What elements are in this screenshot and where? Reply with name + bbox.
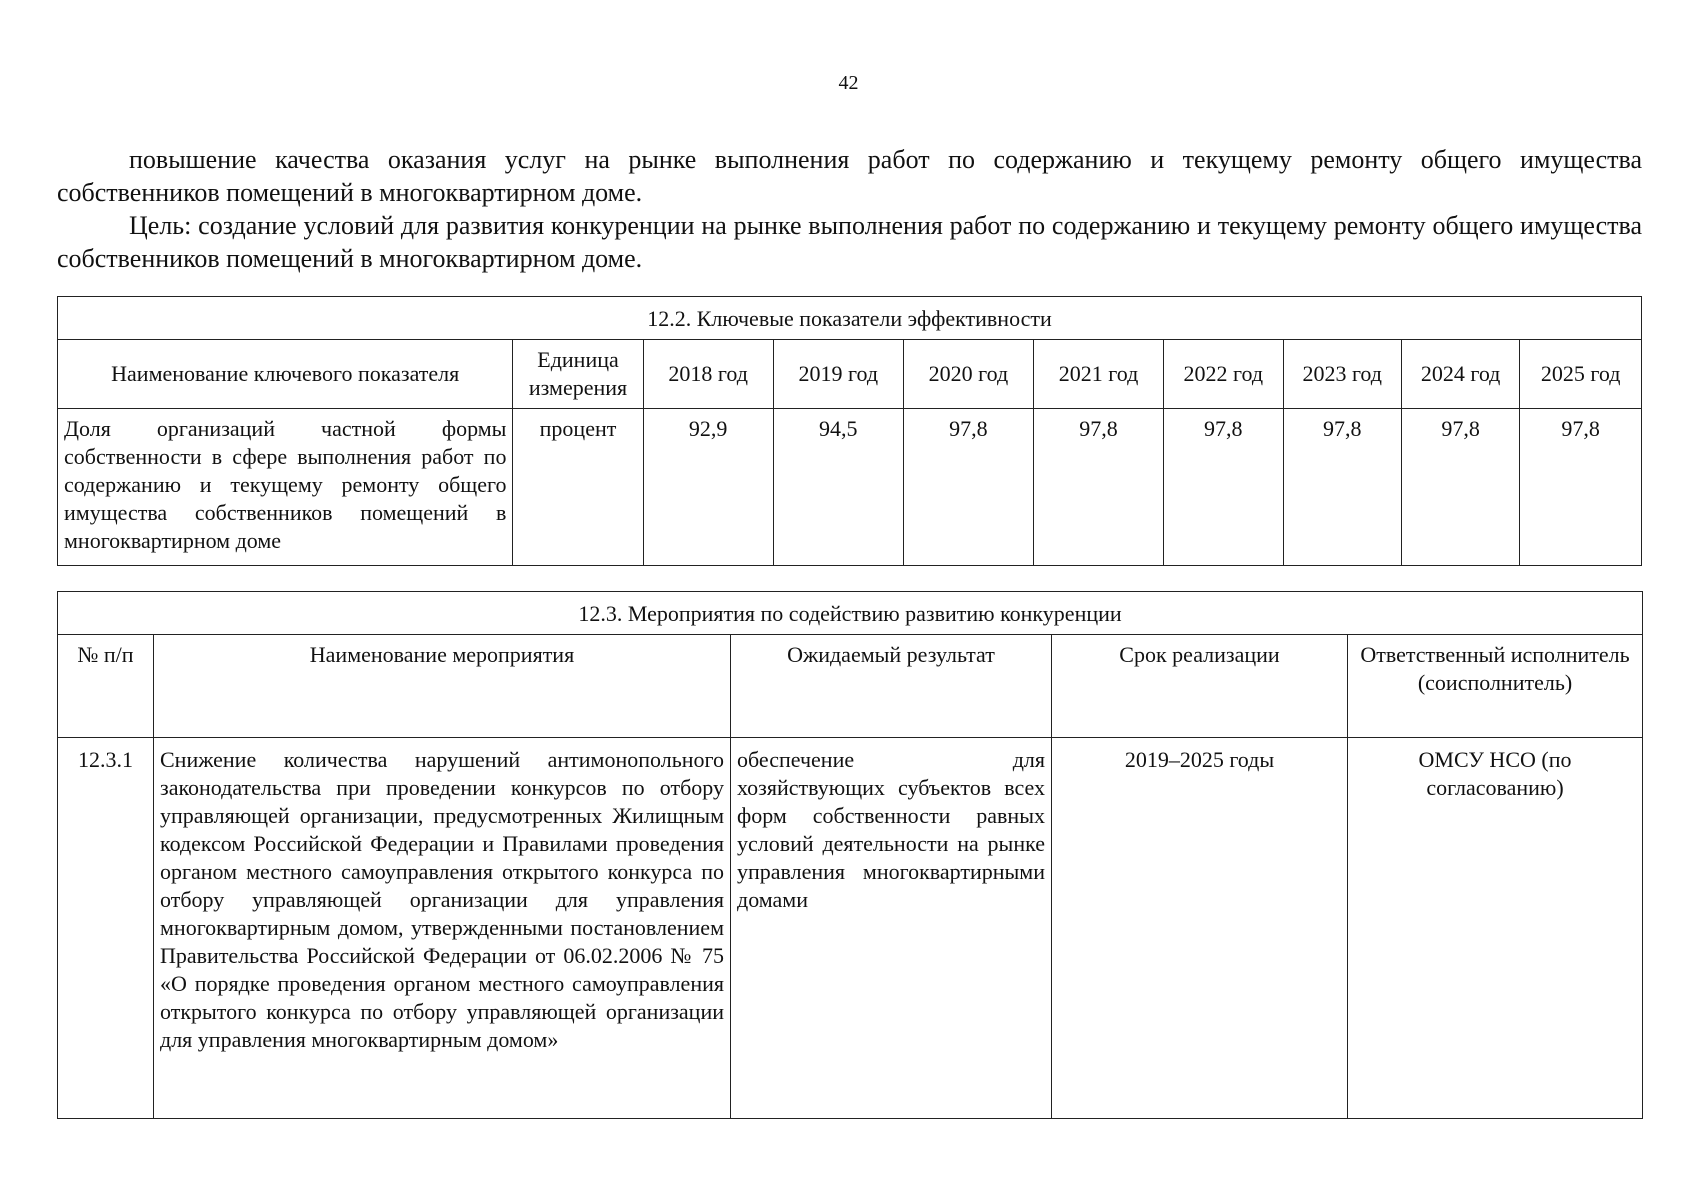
measures-header-responsible: Ответственный исполнитель (соисполнитель)	[1348, 635, 1643, 738]
measure-term: 2019–2025 годы	[1052, 738, 1348, 1119]
kpi-unit: процент	[513, 409, 643, 566]
table-row	[58, 409, 1642, 566]
intro-paragraph: повышение качества оказания услуг на рынке выполнения работ по содержанию и текущему ремонту общего имущества собственников помещений в многоквартирном доме.	[57, 145, 1642, 207]
goal-paragraph: Цель: создание условий для развития конкуренции на рынке выполнения работ по содержанию и текущему ремонту общего имущества собственников помещений в многоквартирном доме.	[57, 211, 1642, 273]
kpi-table-caption: 12.2. Ключевые показатели эффективности	[58, 297, 1642, 340]
measures-header-result: Ожидаемый результат	[731, 635, 1052, 738]
measure-name: Снижение количества нарушений антимонопольного законодательства при проведении конкурсов по отбору управляющей организации, предусмотренных Жилищным кодексом Российской Федерации и Правилами проведения органом местного самоуправления открытого конкурса по отбору управляющей организации для управления многоквартирным домом, утвержденными постановлением Правительства Российской Федерации от 06.02.2006 № 75 «О порядке проведения органом местного самоуправления открытого конкурса по отбору управляющей организации для управления многоквартирным домом»	[154, 738, 731, 1119]
measures-table-caption: 12.3. Мероприятия по содействию развитию конкуренции	[58, 592, 1643, 635]
kpi-value: 97,8	[903, 409, 1033, 566]
measure-result: обеспечение для хозяйствующих субъектов всех форм собственности равных условий деятельности на рынке управления многоквартирными домами	[731, 738, 1052, 1119]
kpi-value: 94,5	[773, 409, 903, 566]
kpi-header-year: 2018 год	[643, 340, 773, 409]
kpi-indicator-name: Доля организаций частной формы собственности в сфере выполнения работ по содержанию и текущему ремонту общего имущества собственников помещений в многоквартирном доме	[58, 409, 513, 566]
kpi-header-year: 2023 год	[1283, 340, 1401, 409]
measures-header-term: Срок реализации	[1052, 635, 1348, 738]
kpi-header-year: 2022 год	[1164, 340, 1283, 409]
kpi-value: 97,8	[1520, 409, 1642, 566]
kpi-value: 97,8	[1033, 409, 1163, 566]
measure-responsible: ОМСУ НСО (по согласованию)	[1348, 738, 1643, 1119]
kpi-value: 97,8	[1283, 409, 1401, 566]
measures-table	[57, 591, 1643, 1119]
kpi-header-unit: Единица измерения	[513, 340, 643, 409]
kpi-table	[57, 296, 1642, 566]
kpi-header-name: Наименование ключевого показателя	[58, 340, 513, 409]
intro-text	[57, 143, 1642, 275]
kpi-header-year: 2019 год	[773, 340, 903, 409]
kpi-header-year: 2024 год	[1401, 340, 1519, 409]
kpi-header-year: 2020 год	[903, 340, 1033, 409]
kpi-value: 97,8	[1164, 409, 1283, 566]
page-number: 42	[838, 72, 859, 94]
kpi-value: 97,8	[1401, 409, 1519, 566]
measures-header-number: № п/п	[58, 635, 154, 738]
measure-number: 12.3.1	[58, 738, 154, 1119]
kpi-header-year: 2025 год	[1520, 340, 1642, 409]
table-row	[58, 738, 1643, 1119]
kpi-header-year: 2021 год	[1033, 340, 1163, 409]
measures-header-measure: Наименование мероприятия	[154, 635, 731, 738]
kpi-value: 92,9	[643, 409, 773, 566]
